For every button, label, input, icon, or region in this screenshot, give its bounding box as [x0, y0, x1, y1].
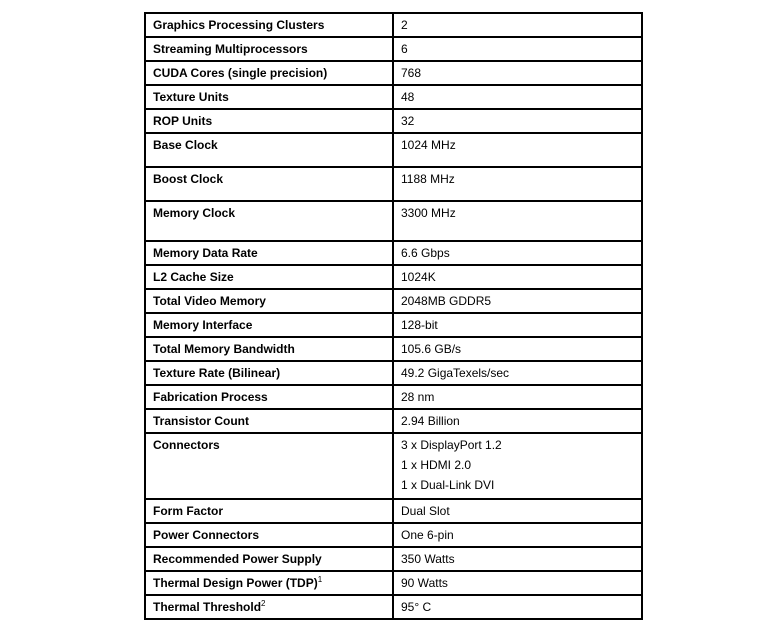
connectors-value	[393, 433, 642, 499]
table-row	[145, 61, 642, 85]
row-value: 6	[393, 37, 642, 61]
row-value: 28 nm	[393, 385, 642, 409]
table-row	[145, 13, 642, 37]
row-label: Texture Units	[145, 85, 393, 109]
row-label: Boost Clock	[145, 167, 393, 201]
row-value: One 6-pin	[393, 523, 642, 547]
row-label: Total Video Memory	[145, 289, 393, 313]
spec-table	[144, 12, 643, 620]
table-row	[145, 361, 642, 385]
row-label-cell	[145, 571, 393, 595]
row-label: Form Factor	[145, 499, 393, 523]
connector-item: 1 x HDMI 2.0	[401, 458, 472, 472]
row-label: ROP Units	[145, 109, 393, 133]
row-value: 6.6 Gbps	[393, 241, 642, 265]
row-label: Thermal Design Power (TDP)	[153, 576, 318, 590]
row-label: Total Memory Bandwidth	[145, 337, 393, 361]
row-value: 2048MB GDDR5	[393, 289, 642, 313]
row-value: 3300 MHz	[393, 201, 642, 241]
table-row	[145, 241, 642, 265]
row-value: 105.6 GB/s	[393, 337, 642, 361]
row-value: 1024 MHz	[393, 133, 642, 167]
connector-item: 3 x DisplayPort 1.2	[401, 438, 502, 452]
row-label: Recommended Power Supply	[145, 547, 393, 571]
table-row	[145, 595, 642, 619]
table-row	[145, 385, 642, 409]
table-row	[145, 547, 642, 571]
table-row	[145, 37, 642, 61]
table-row	[145, 265, 642, 289]
row-value: 48	[393, 85, 642, 109]
table-row	[145, 313, 642, 337]
row-value: 90 Watts	[393, 571, 642, 595]
table-row	[145, 85, 642, 109]
row-value: 1188 MHz	[393, 167, 642, 201]
row-value: 2.94 Billion	[393, 409, 642, 433]
row-label-cell	[145, 595, 393, 619]
row-value: Dual Slot	[393, 499, 642, 523]
row-value: 350 Watts	[393, 547, 642, 571]
row-value: 32	[393, 109, 642, 133]
table-row	[145, 499, 642, 523]
row-value: 768	[393, 61, 642, 85]
row-value: 128-bit	[393, 313, 642, 337]
row-label: Connectors	[145, 433, 393, 499]
row-label: Power Connectors	[145, 523, 393, 547]
footnote-marker: 1	[317, 575, 323, 584]
row-label: L2 Cache Size	[145, 265, 393, 289]
table-row	[145, 167, 642, 201]
row-label: Texture Rate (Bilinear)	[145, 361, 393, 385]
row-value: 49.2 GigaTexels/sec	[393, 361, 642, 385]
table-row	[145, 571, 642, 595]
row-label: Streaming Multiprocessors	[145, 37, 393, 61]
row-label: Memory Data Rate	[145, 241, 393, 265]
table-row	[145, 409, 642, 433]
footnote-marker: 2	[261, 599, 266, 608]
row-label: Base Clock	[145, 133, 393, 167]
table-row	[145, 201, 642, 241]
table-row	[145, 109, 642, 133]
row-label: Graphics Processing Clusters	[145, 13, 393, 37]
row-value: 2	[393, 13, 642, 37]
table-row	[145, 433, 642, 499]
row-value: 95° C	[393, 595, 642, 619]
row-label: Transistor Count	[145, 409, 393, 433]
table-row	[145, 523, 642, 547]
row-label: Memory Interface	[145, 313, 393, 337]
row-label: CUDA Cores (single precision)	[145, 61, 393, 85]
row-label: Memory Clock	[145, 201, 393, 241]
row-value: 1024K	[393, 265, 642, 289]
table-row	[145, 337, 642, 361]
connector-item: 1 x Dual-Link DVI	[401, 478, 495, 492]
table-row	[145, 289, 642, 313]
row-label: Fabrication Process	[145, 385, 393, 409]
row-label: Thermal Threshold	[153, 600, 262, 614]
table-row	[145, 133, 642, 167]
